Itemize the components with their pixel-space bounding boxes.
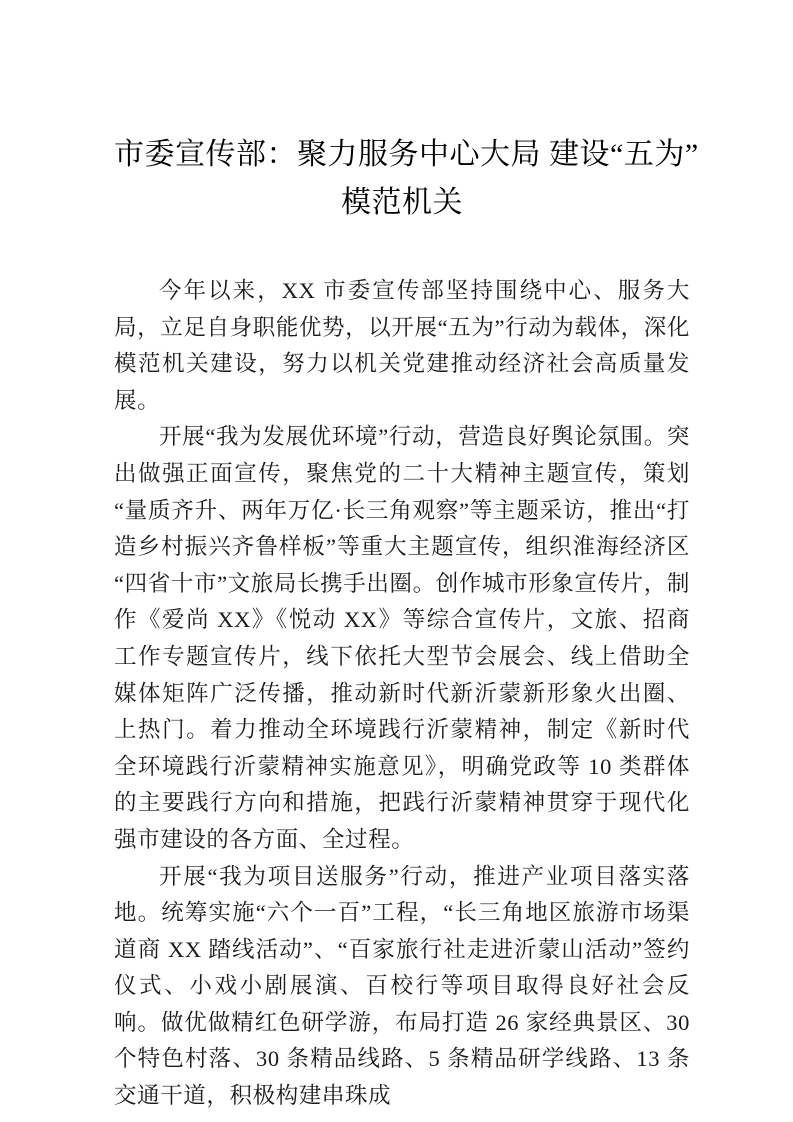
- paragraph-2: 开展“我为发展优环境”行动，营造良好舆论氛围。突出做强正面宣传，聚焦党的二十大精神主题宣传，策划“量质齐升、两年万亿·长三角观察”等主题采访，推出“打造乡村振兴齐鲁样板”等重大主题宣传，组织淮海经济区“四省十市”文旅局长携手出圈。创作城市形象宣传片，制作《爱尚 XX》《悦动 XX》等综合宣传片，文旅、招商工作专题宣传片，线下依托大型节会展会、线上借助全媒体矩阵广泛传播，推动新时代新沂蒙新形象火出圈、上热门。着力推动全环境践行沂蒙精神，制定《新时代全环境践行沂蒙精神实施意见》，明确党政等 10 类群体的主要践行方向和措施，把践行沂蒙精神贯穿于现代化强市建设的各方面、全过程。: [114, 424, 690, 852]
- paragraph-1: 今年以来，XX 市委宣传部坚持围绕中心、服务大局，立足自身职能优势，以开展“五为”行动为载体，深化模范机关建设，努力以机关党建推动经济社会高质量发展。: [114, 278, 690, 413]
- page-title: [114, 0, 699, 227]
- paragraph-3: 开展“我为项目送服务”行动，推进产业项目落实落地。统筹实施“六个一百”工程，“长三角地区旅游市场渠道商 XX 踏线活动”、“百家旅行社走进沂蒙山活动”签约仪式、小戏小剧展演、百校行等项目取得良好社会反响。做优做精红色研学游，布局打造 26 家经典景区、30 个特色村落、30 条精品线路、5 条精品研学线路、13 条交通干道，积极构建串珠成: [114, 863, 690, 1109]
- page-title-line-2: 模范机关: [341, 186, 463, 219]
- document-content: [114, 0, 699, 1115]
- page-title-line-1: 市委宣传部：聚力服务中心大局 建设“五为”: [114, 138, 699, 171]
- document-body: [114, 227, 690, 1115]
